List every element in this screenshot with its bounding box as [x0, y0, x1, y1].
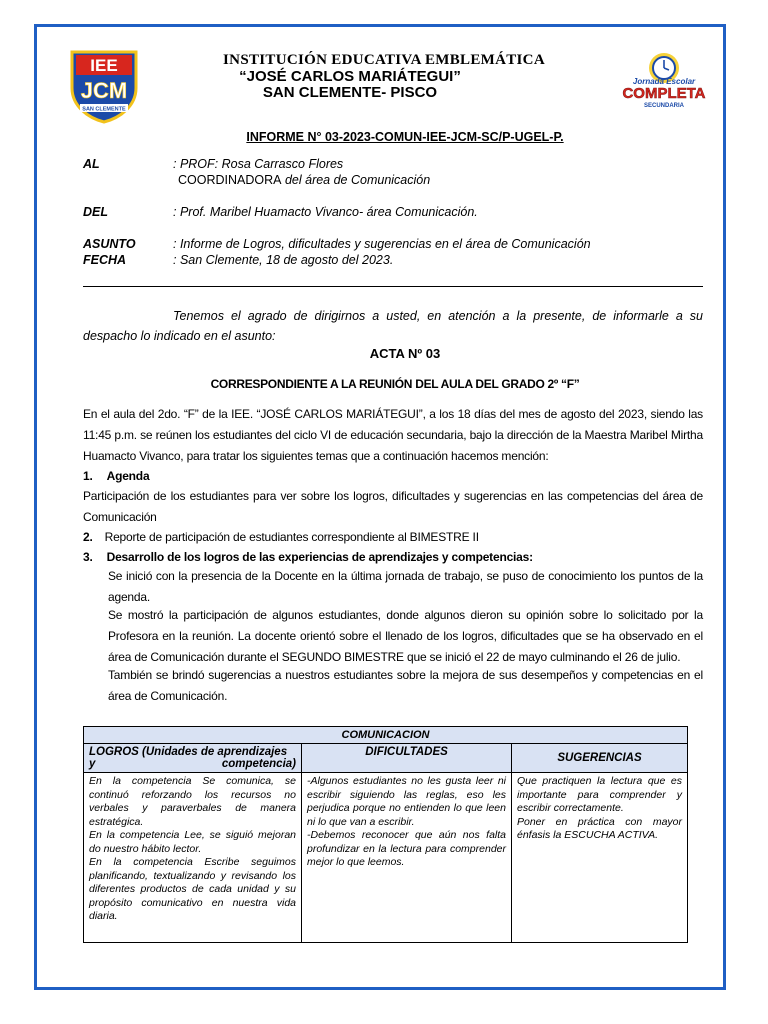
col-header-sugerencias: SUGERENCIAS [512, 744, 688, 773]
memo-al-label: AL [83, 157, 100, 171]
acta-title: ACTA Nº 03 [369, 346, 441, 361]
development-paragraph-3: También se brindó sugerencias a nuestros estudiantes sobre la mejora de sus desempeños y competencias en el área de Comunicación. [108, 668, 703, 703]
memo-del-value: : Prof. Maribel Huamacto Vivanco- área Comunicación. [173, 205, 478, 219]
divider [83, 286, 703, 287]
dificultades-item: -Debemos reconocer que aún nos falta profundizar en la lectura para comprender mejor lo que leemos. [307, 829, 506, 868]
memo-fecha-value: : San Clemente, 18 de agosto del 2023. [173, 253, 394, 267]
memo-asunto-label: ASUNTO [83, 237, 136, 251]
sugerencias-cell [512, 773, 688, 943]
memo-fecha-label: FECHA [83, 253, 127, 267]
development-paragraph-2: Se mostró la participación de algunos estudiantes, donde algunos dieron su opinión sobre lo solicitado por la Profesora en la reunión. La docente orientó sobre el llenado de los logros, dificultades que se ha observado en el área de Comunicación durante el SEGUNDO BIMESTRE que se inició el 22 de mayo culminando el 26 de julio. [108, 608, 703, 664]
logros-item: En la competencia Escribe seguimos planificando, textualizando y revisando los diferentes productos de cada unidad y su propósito comunicativo en nuestra vida diaria. [89, 856, 296, 922]
logo-right-main: COMPLETA [622, 85, 706, 102]
memo-al-value: : PROF: Rosa Carrasco Flores [173, 157, 344, 171]
sugerencias-item: Poner en práctica con mayor énfasis la ESCUCHA ACTIVA. [517, 815, 682, 841]
table-title: COMUNICACION [84, 727, 688, 744]
memo-del-label: DEL [83, 205, 108, 219]
comunicacion-table [83, 726, 687, 943]
development-paragraph-1: Se inició con la presencia de la Docente en la última jornada de trabajo, se puso de conocimiento los puntos de la agenda. [108, 569, 703, 604]
item-2: 2. Reporte de participación de estudiantes correspondiente al BIMESTRE II [83, 530, 479, 544]
school-location: SAN CLEMENTE- PISCO [262, 84, 438, 101]
memo-asunto-value: : Informe de Logros, dificultades y sugerencias en el área de Comunicación [173, 237, 591, 251]
item-3: 3. Desarrollo de los logros de las experiencias de aprendizajes y competencias: [83, 550, 533, 564]
logros-item: En la competencia Se comunica, se continuó reforzando los recursos no verbales y paraverbales de manera estratégica. [89, 775, 296, 828]
acta-subtitle: CORRESPONDIENTE A LA REUNIÓN DEL AULA DEL GRADO 2º “F” [210, 377, 580, 391]
item-1: 1. Agenda [83, 469, 150, 483]
logo-right-top: Jornada Escolar [632, 77, 696, 86]
logo-left-main-text: JCM [80, 78, 128, 103]
col-header-dificultades: DIFICULTADES [302, 744, 512, 773]
agenda-text: Participación de los estudiantes para ver sobre los logros, dificultades y sugerencias en las competencias del área de Comunicación [83, 489, 703, 524]
intro-paragraph: Tenemos el agrado de dirigirnos a usted, en atención a la presente, de informarle a su despacho lo indicado en el asunto: [83, 309, 703, 343]
school-name: “JOSÉ CARLOS MARIÁTEGUI” [239, 68, 461, 85]
memo-al-role: COORDINADORA del área de Comunicación [178, 173, 431, 187]
sugerencias-item: Que practiquen la lectura que es importante para comprender y escribir correctamente. [517, 775, 682, 814]
logros-item: En la competencia Lee, se siguió mejoran do nuestro hábito lector. [89, 829, 296, 855]
logros-cell [84, 773, 302, 943]
col-header-logros: LOGROS (Unidades de aprendizajes y competencia) [84, 744, 302, 773]
dificultades-item: -Algunos estudiantes no les gusta leer ni escribir siguiendo las reglas, eso les perjudica porque no entienden lo que leen ni lo que van a escribir. [307, 775, 506, 828]
dificultades-cell [302, 773, 512, 943]
informe-number: INFORME N° 03-2023-COMUN-IEE-JCM-SC/P-UGEL-P. [246, 130, 564, 144]
logo-right-bottom: SECUNDARIA [643, 103, 685, 109]
institution-name: INSTITUCIÓN EDUCATIVA EMBLEMÁTICA [223, 52, 545, 68]
opening-paragraph: En el aula del 2do. “F” de la IEE. “JOSÉ CARLOS MARIÁTEGUI”, a los 18 días del mes de agosto del 2023, siendo las 11:45 p.m. se reúnen los estudiantes del ciclo VI de educación secundaria, bajo la dirección de la Maestra Maribel Mirtha Huamacto Vivanco, para tratar los siguientes temas que a continuación hacemos mención: [83, 407, 703, 463]
logo-left-ribbon: SAN CLEMENTE [82, 106, 126, 113]
logo-left-top-text: IEE [90, 56, 118, 75]
